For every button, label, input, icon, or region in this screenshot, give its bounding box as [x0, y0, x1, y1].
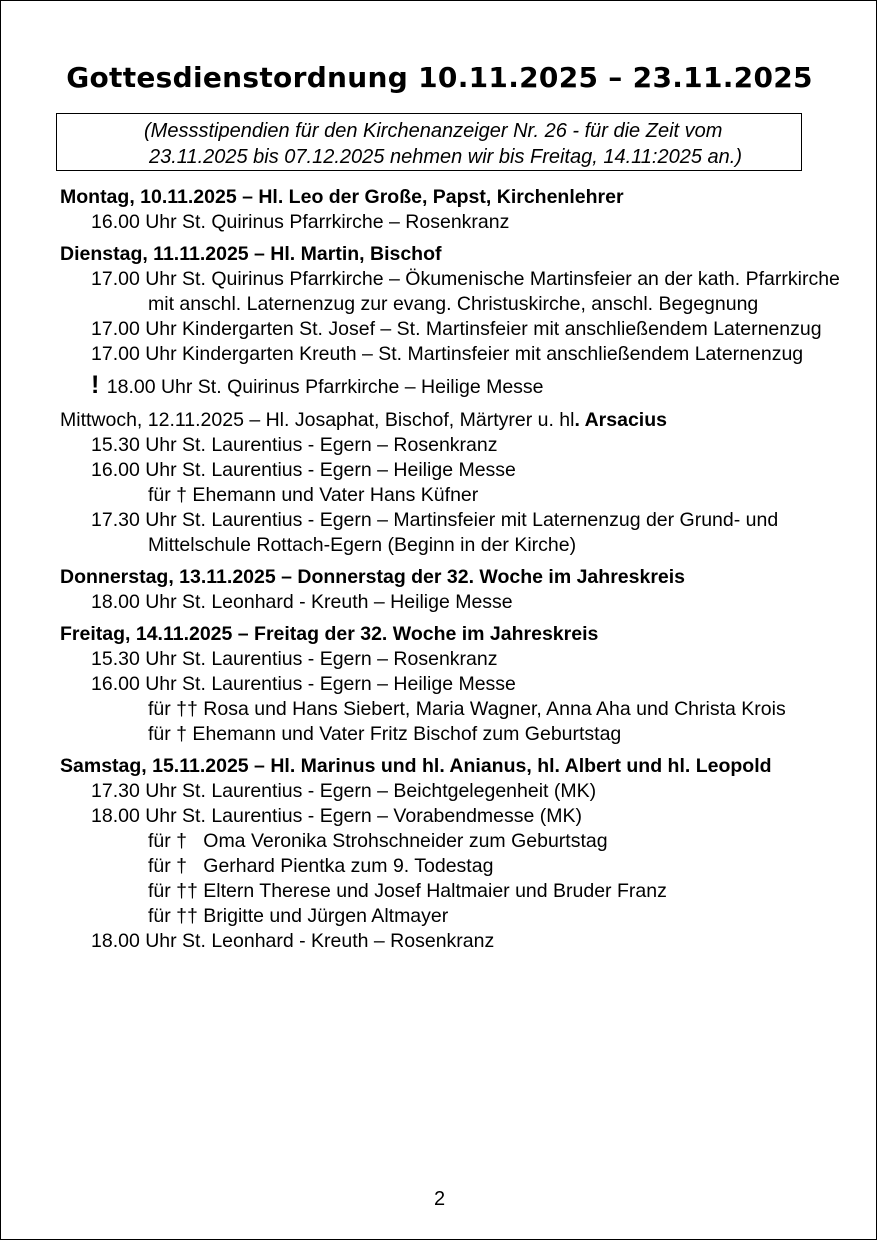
service-entry: 17.30 Uhr St. Laurentius - Egern – Beichtgelegenheit (MK) — [91, 780, 597, 802]
day-wednesday — [60, 408, 860, 558]
mass-intention: für † Gerhard Pientka zum 9. Todestag — [148, 855, 494, 877]
service-entry-text: 18.00 Uhr St. Quirinus Pfarrkirche – Heilige Messe — [106, 376, 544, 398]
service-entry: 18.00 Uhr St. Leonhard - Kreuth – Heilige Messe — [91, 591, 513, 613]
day-header: Samstag, 15.11.2025 – Hl. Marinus und hl. Anianus, hl. Albert und hl. Leopold — [60, 755, 772, 777]
mass-intention: für † Ehemann und Vater Hans Küfner — [148, 484, 479, 506]
notice-line: (Messstipendien für den Kirchenanzeiger Nr. 26 - für die Zeit vom — [144, 120, 723, 142]
service-entry: 17.00 Uhr St. Quirinus Pfarrkirche – Ökumenische Martinsfeier an der kath. Pfarrkirche — [91, 268, 840, 290]
service-entry: 15.30 Uhr St. Laurentius - Egern – Rosenkranz — [91, 648, 498, 670]
service-entry: 18.00 Uhr St. Laurentius - Egern – Vorabendmesse (MK) — [91, 805, 583, 827]
service-entry: 16.00 Uhr St. Laurentius - Egern – Heilige Messe — [91, 673, 516, 695]
day-header: Freitag, 14.11.2025 – Freitag der 32. Woche im Jahreskreis — [60, 623, 599, 645]
service-entry: 17.00 Uhr Kindergarten St. Josef – St. Martinsfeier mit anschließendem Laternenzug — [91, 318, 822, 340]
day-thursday — [60, 565, 860, 615]
service-entry-highlighted — [60, 372, 860, 401]
day-header-plain: Mittwoch, 12.11.2025 – Hl. Josaphat, Bischof, Märtyrer u. hl — [60, 409, 575, 431]
mass-intention: für †† Eltern Therese und Josef Haltmaier und Bruder Franz — [148, 880, 667, 902]
service-entry: 17.30 Uhr St. Laurentius - Egern – Martinsfeier mit Laternenzug der Grund- und — [91, 509, 779, 531]
mass-stipend-notice — [56, 113, 802, 171]
day-saturday — [60, 754, 860, 954]
notice-line: 23.11.2025 bis 07.12.2025 nehmen wir bis Freitag, 14.11:2025 an.) — [149, 146, 742, 168]
day-tuesday — [60, 242, 860, 401]
exclamation-mark: ! — [91, 371, 100, 399]
day-header — [60, 408, 860, 433]
day-header: Montag, 10.11.2025 – Hl. Leo der Große, Papst, Kirchenlehrer — [60, 186, 624, 208]
service-entry: 17.00 Uhr Kindergarten Kreuth – St. Martinsfeier mit anschließendem Laternenzug — [91, 343, 804, 365]
service-entry: 16.00 Uhr St. Quirinus Pfarrkirche – Rosenkranz — [91, 211, 510, 233]
mass-intention: für † Ehemann und Vater Fritz Bischof zum Geburtstag — [148, 723, 622, 745]
service-continuation: Mittelschule Rottach-Egern (Beginn in der Kirche) — [148, 534, 577, 556]
mass-intention: für †† Rosa und Hans Siebert, Maria Wagner, Anna Aha und Christa Krois — [148, 698, 786, 720]
service-entry: 16.00 Uhr St. Laurentius - Egern – Heilige Messe — [91, 459, 516, 481]
service-continuation: mit anschl. Laternenzug zur evang. Christuskirche, anschl. Begegnung — [148, 293, 759, 315]
schedule — [60, 185, 860, 961]
service-entry: 18.00 Uhr St. Leonhard - Kreuth – Rosenkranz — [91, 930, 495, 952]
mass-intention: für † Oma Veronika Strohschneider zum Geburtstag — [148, 830, 608, 852]
day-header: Donnerstag, 13.11.2025 – Donnerstag der 32. Woche im Jahreskreis — [60, 566, 686, 588]
day-friday — [60, 622, 860, 747]
day-header-bold: . Arsacius — [574, 409, 667, 431]
mass-intention: für †† Brigitte und Jürgen Altmayer — [148, 905, 449, 927]
day-header: Dienstag, 11.11.2025 – Hl. Martin, Bischof — [60, 243, 442, 265]
service-entry: 15.30 Uhr St. Laurentius - Egern – Rosenkranz — [91, 434, 498, 456]
day-monday — [60, 185, 860, 235]
page-title: Gottesdienstordnung 10.11.2025 – 23.11.2025 — [66, 61, 813, 94]
page-number: 2 — [433, 1188, 446, 1210]
